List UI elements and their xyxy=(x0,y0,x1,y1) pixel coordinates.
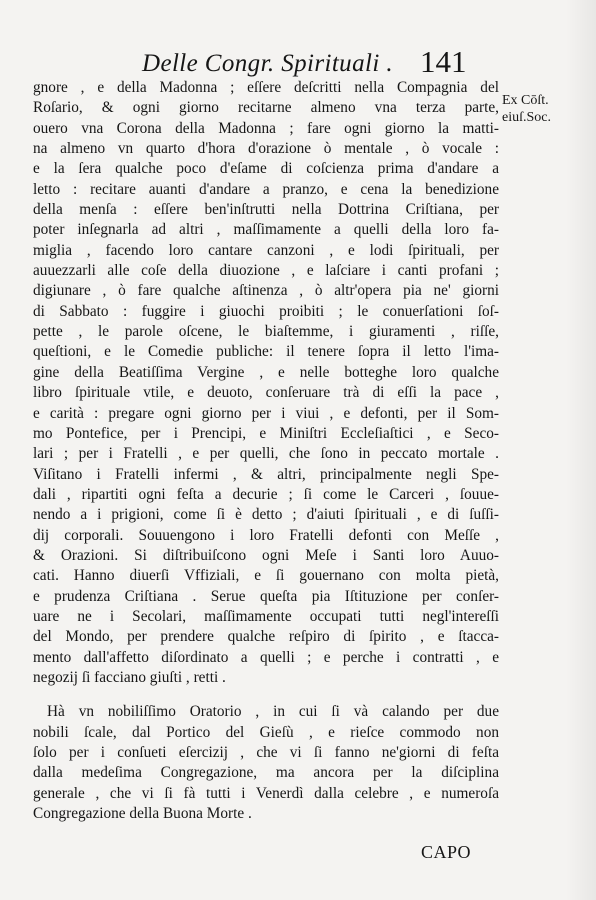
text-line: nobili ſcale, dal Portico del Gieſù , e rieſce commodo non xyxy=(33,723,499,741)
text-line: dalla medeſima Congregazione, ma ancora per la diſciplina xyxy=(33,764,499,782)
text-line: generale , che vi ſi fà tutti i Venerdì dalla celebre , e numeroſa xyxy=(33,784,499,802)
text-line: poter inſegnarla ad altri , maſſimamente a quelli della loro fa- xyxy=(33,221,499,239)
text-line: gnore , e della Madonna ; eſſere deſcritti nella Compagnia del xyxy=(33,79,499,96)
text-line: lari ; per i Fratelli , e per quelli, che ſono in peccato mortale . xyxy=(33,445,499,463)
text-line: e prudenza Criſtiana . Serue queſta pia Iſtituzione per conſer- xyxy=(33,587,499,605)
text-line: di Sabbato : fuggire i giuochi proibiti ; le conuerſationi ſoſ- xyxy=(33,302,499,320)
text-line: e carità : pregare ogni giorno per i viui , e defonti, per il Som- xyxy=(33,404,499,422)
text-line: cati. Hanno diuerſi Vffiziali, e ſi gouernano con molta pietà, xyxy=(33,567,499,585)
marginal-note-line: Ex Cōſt. xyxy=(502,93,549,108)
text-line: e la ſera qualche poco d'eſame di coſcienza prima d'andare a xyxy=(33,160,499,178)
text-line: letto : recitare auanti d'andare a pranzo, e cena la benedizione xyxy=(33,180,499,198)
text-line: auuezzarli alle coſe della diuozione , e laſciare i canti profani ; xyxy=(33,262,499,280)
marginal-note-line: eiuſ.Soc. xyxy=(502,110,551,125)
text-line: gine della Beatiſſima Vergine , e nelle botteghe loro qualche xyxy=(33,363,499,381)
text-line: ouero vna Corona della Madonna ; fare ogni giorno la matti- xyxy=(33,119,499,137)
text-line: queſtioni, e le Comedie publiche: il tenere ſopra il letto l'ima- xyxy=(33,343,499,361)
text-line: Roſario, & ogni giorno recitarne almeno vna terza parte, xyxy=(33,99,499,117)
text-line: dij corporali. Souuengono i loro Fratelli defonti con Meſſe , xyxy=(33,526,499,544)
text-line: mento dall'affetto diſordinato a quelli ; e perche i contratti , e xyxy=(33,648,499,666)
text-line: Hà vn nobiliſſimo Oratorio , in cui ſi và calando per due xyxy=(47,703,499,721)
text-line: Viſitano i Fratelli infermi , & altri, principalmente negli Spe- xyxy=(33,465,499,483)
page-number: 141 xyxy=(420,44,467,79)
text-line: uare ne i Secolari, maſſimamente occupati tutti negl'intereſſi xyxy=(33,607,499,625)
text-line: pette , le parole oſcene, le biaſtemme, i giuramenti , riſſe, xyxy=(33,323,499,341)
paragraph-2 xyxy=(33,702,499,824)
text-line: del Mondo, per prendere qualche reſpiro di ſpirito , e ſtacca- xyxy=(33,628,499,646)
text-line: digiunare , ò fare qualche aſtinenza , ò altr'opera pia ne' giorni xyxy=(33,282,499,300)
running-title: Delle Congr. Spirituali . xyxy=(142,50,393,77)
text-line: ſolo per i conſueti eſercizij , che vi ſi fanno ne'giorni di feſta xyxy=(33,744,499,761)
text-line: Congregazione della Buona Morte . xyxy=(33,805,252,823)
marginal-note xyxy=(502,92,551,126)
paragraph-1 xyxy=(33,78,499,688)
text-line: dali , ripartiti ogni feſta a decurie ; ſi come le Carceri , ſouue- xyxy=(33,485,499,503)
text-line: mo Pontefice, per i Prencipi, e Miniſtri Eccleſiaſtici , e Seco- xyxy=(33,424,499,442)
body-text xyxy=(33,78,499,824)
catchword: CAPO xyxy=(421,842,472,862)
text-line: nendo a i prigioni, come ſi è detto ; d'aiuti ſpirituali , e di ſuſſi- xyxy=(33,506,499,524)
text-line: miglia , facendo loro cantare canzoni , e lodi ſpirituali, per xyxy=(33,241,499,259)
paragraph-gap xyxy=(33,688,499,702)
text-line: negozij ſi facciano giuſti , retti . xyxy=(33,668,226,686)
text-line: della menſa : eſſere ben'inſtrutti nella Dottrina Criſtiana, per xyxy=(33,201,499,219)
text-line: libro ſpirituale vtile, e deuoto, conſeruare trà di eſſi la pace , xyxy=(33,384,499,402)
text-line: & Orazioni. Si diſtribuiſcono ogni Meſe i Santi loro Auuo- xyxy=(33,546,499,564)
text-line: na almeno vn quarto d'hora d'orazione ò mentale , ò vocale : xyxy=(33,140,499,158)
